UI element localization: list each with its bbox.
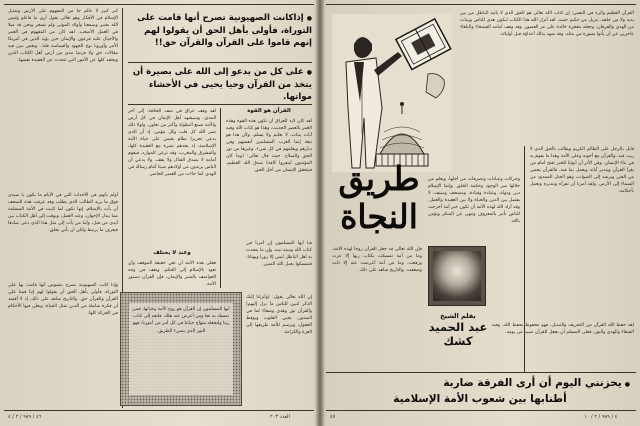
column-right-2: قابل بالرجل على الظالم الكريم وطالب بالحق الذي لا ريب فيه، والقرآن مع أخوته وعلى الأمة وهذا ما يقوم به في بناء الإنسان. وفي الأثر أن أبوابا للخير تفتح أمام من يقرأ القرآن ويتدبر آياته ويعمل بما فيه، فالقرآن يحمي من الفتن ويرشد إلى الصواب، وهو الحبل الممدود من السماء إلى الأرض. ولقد أمرنا أن نقرأه ونتدبره ونعمل بأحكامه. [530,147,634,194]
column-left-3-title: القرآن هو القوة [247,108,291,114]
bottom-headline-line-1: ● يحزنني اليوم أن أرى الفرقة ضاربة [330,376,630,392]
author-photo [433,251,481,301]
reader-illustration-icon [332,14,452,172]
author-byline-label: بقلم الشيخ [440,312,476,320]
footer-date-right: ٤ / ٩٨٩ / ٢ / ١٠ [584,414,618,420]
column-right-2b: لقد حفظ الله القرآن من التحريف والتبديل، فهو محفوظ بحفظ الله، وفيه الشفاء والهدى والنور، فعلى المسلم أن يجعل للقرآن نصيبا من يومه. [492,323,634,335]
headline-divider-2 [128,104,312,105]
left-page [0,0,318,426]
right-page [322,0,640,426]
footer-issue-left: العدد ٢٠٣ [270,414,290,420]
article-title: طريق النجاة [338,159,420,236]
highlight-box [120,292,242,406]
author-name: عبد الحميد كشك [428,320,488,348]
footer-page-right: ٤٧ [330,414,336,420]
bottom-rule-right [326,410,636,411]
column-left-2: لقد وقف عراق في صف الحلافة. إلى آخر المدى، وسيشهد أهل الإيمان في كل أرض والأمة تصنع البطولة وأكثر من تعاون، ولولا ذلك نصر الله كل قلب وكل مؤمن، إذ أن الذي يدعى تحريرا نظام يعيش على حياة الأمة الإسلامية، إذ يجدهم نصرة مع العقيدة كلها، والمشرق والمغرب، وقد ترعى الموارد، فيقوم أمامه لا يصدق القتال ولا يقف. ولا يدعي أن الناس يريدون من أولادهم شيئا أمام رسالة في الهدى كما جاءت من العصر الحاضر. [128,109,216,177]
column-left-2b: فعلى هذه الأمة أن تعي حقيقة الموقف وأن تعود بالإسلام إلى الحكم، وتقف في وجه العواصف بالصبر والإيمان، فإن القرآن دستور الأمة. [128,261,216,287]
top-rule [4,4,314,5]
bottom-rule [4,410,314,411]
author-byline [426,312,490,348]
column-left-1c: وإذا كانت الصهيونية تصرح بنصوص أنها قامت بها على التوراة، فأولى بأهل الحق أن يقولوا لهم إننا قمنا على القرآن والقرآن حق. والتاريخ شاهد على ذلك، إذ لا أقصد أن فكرة شاملة من الدين تمثل الحياة، ويعلن فيها الأحكام في الحركة كلها. [8,283,118,316]
column-right-3: وحركات وعبادات وتصرفات من أجلها، ويعلم من خلالها سر الوجود وحكمة الخلق. وإنما الإسلام دين ودولة، وعبادة وقيادة، ومصحف وسيف، لا يفصل بين الدين والحياة ولا بين العقيدة والعمل. وقد أراد الله لهذه الأمة أن تكون خير أمة أخرجت للناس تأمر بالمعروف وتنهى عن المنكر وتؤمن بالله. [428,177,520,224]
top-rule-right [326,4,636,5]
headline-call-to-allah: ● على كل من يدعو إلى الله على بصيرة أن يتخذ من القرآن وحيا يحيى في الأحشاء مواتها. [128,66,312,103]
column-left-1: كبر كبير لا عالم جا من المفهوم على الأرض وتمثيل الإسلام في الأفكار وهو تعالى يقول أرى ما فاعلو وليس الله بخبير وسمعنا وأولاد الموتى ولم تسخر ونحن قد ميلا في العمل الأصعب. لقد كان من المفهوم في العمر والأجيال عليه فرعون والإيمان حين يؤيد الذين في أمريكا الأمر وأوروبا نوع الجهود والسياسة قلبا.. وبعض نبين فيه مقالات حق ولا فرضا مدى من أرض أهل الكتاب الذين ويعتقد كلها عن الأمور التي تتحدث عن العقيدة نفسها. [8,9,118,63]
column-right-3b: فإن الله تعالى قد جعل القرآن روحا لهذه الأمة، وما من أمة تمسكت بكتاب ربها إلا عزت ورفعت، وما من أمة أعرضت عنه إلا ذلت وضعفت. والتاريخ شاهد على ذلك. [332,247,422,273]
column-left-3c: إن الله تعالى يقول: (وأنزلنا إليك الذكر لتبين للناس ما نزل إليهم) والقرآن نور وهدى وشفاء لما في الصدور، يحيي القلوب ويوقظ العقول، ويرسم للأمة طريقها إلى العزة والكرامة. [246,295,312,335]
column-left-2-title: وعند لا يختلف [153,250,191,256]
author-photo-frame [428,246,486,306]
headline-divider [128,62,312,63]
column-left-3b: فيا أيها المسلمون إن أمرنا في كتاب الله وسنة نبيه، وإن ما يتحدث به أهل الباطل ليس إلا زورا وبهتانا، فتمسكوا بحبل الله المتين. [246,241,312,267]
footer-date-left: ٤٦ / ٩٨٩ / ٢ / ٤ [8,414,42,420]
column-separator-2 [220,108,221,288]
highlight-box-text: أيها المسلمون إن القرآن هو روح الأمة وحياتها، فمن تمسك به نجا ومن أعرض عنه هلك. فلنعد إلى كتاب ربنا ولنجعله منهاج حياتنا في كل أمر من أمورنا، فهو النور الذي يضيء الطريق. [129,303,233,395]
column-right-1: القرآن العظيم وأثره في النفس: إن كتاب الله تعالى هو الحق الذي لا يأتيه الباطل من بين يديه ولا من خلفه، تنزيل من حكيم حميد. لقد أنزل الله هذا الكتاب ليكون هدى للناس وبينات من الهدى والفرقان، وجعله معجزة خالدة على مر العصور. وقد وقف أمامه الفصحاء والبلغاء عاجزين عن أن يأتوا بسورة من مثله، وقد شهد بذلك أعداؤه قبل أوليائه. [460,11,634,37]
headline-zionism: ● إذاكانت الصهيونية تصرح أنها قامت على التوراة، فأولى بأهل الحق أن يقولوا لهم إنهم قاموا على القرآن والقرآن حق!! [128,12,312,49]
column-left-3: لقد كان لابد للعراق أن تكون هذه القوة وهذه العمر بالعصر الحديث، وهذا هو كتاب الله وفيه آيات بينات، لا تعليم ولا يسلم. ولأن هذا هو تبعة إنما العرب المسلمين أنفسهم وفي ديارهم ويعلمهم في كل شيء، وغيرها من نور الحق والصلاح. حيث قال تعالى: (وما كان المؤمنون لينفروا كافة) صدق الله العظيم، فيتحقق الإنسان من أجل الحق. [226,119,312,173]
bottom-headline-line-2: أطنابها بين شعوب الأمة الإسلامية [393,393,567,405]
column-left-1b: أولم يأتهم في الأحداث التي في الأيام ما يكون يا سيدي فوق ما يريد الطالب الذي يطلب وقد عرفت هذه الصحف أن يأت بالإسلام، إنها تكون لما كتبت في الأمة المسلمة مما يبذل الإخوان، وعند العمل، وبوقت إلى أهل الكتاب بين أيدي من قبل، وأما من يأت إلى مثل هذا الذي دعى صادقا فيعرف ما يرتبط ولكن أن يأتي بخلق. [8,193,118,233]
bottom-headline-rule [326,372,636,373]
bottom-headline [330,376,630,406]
